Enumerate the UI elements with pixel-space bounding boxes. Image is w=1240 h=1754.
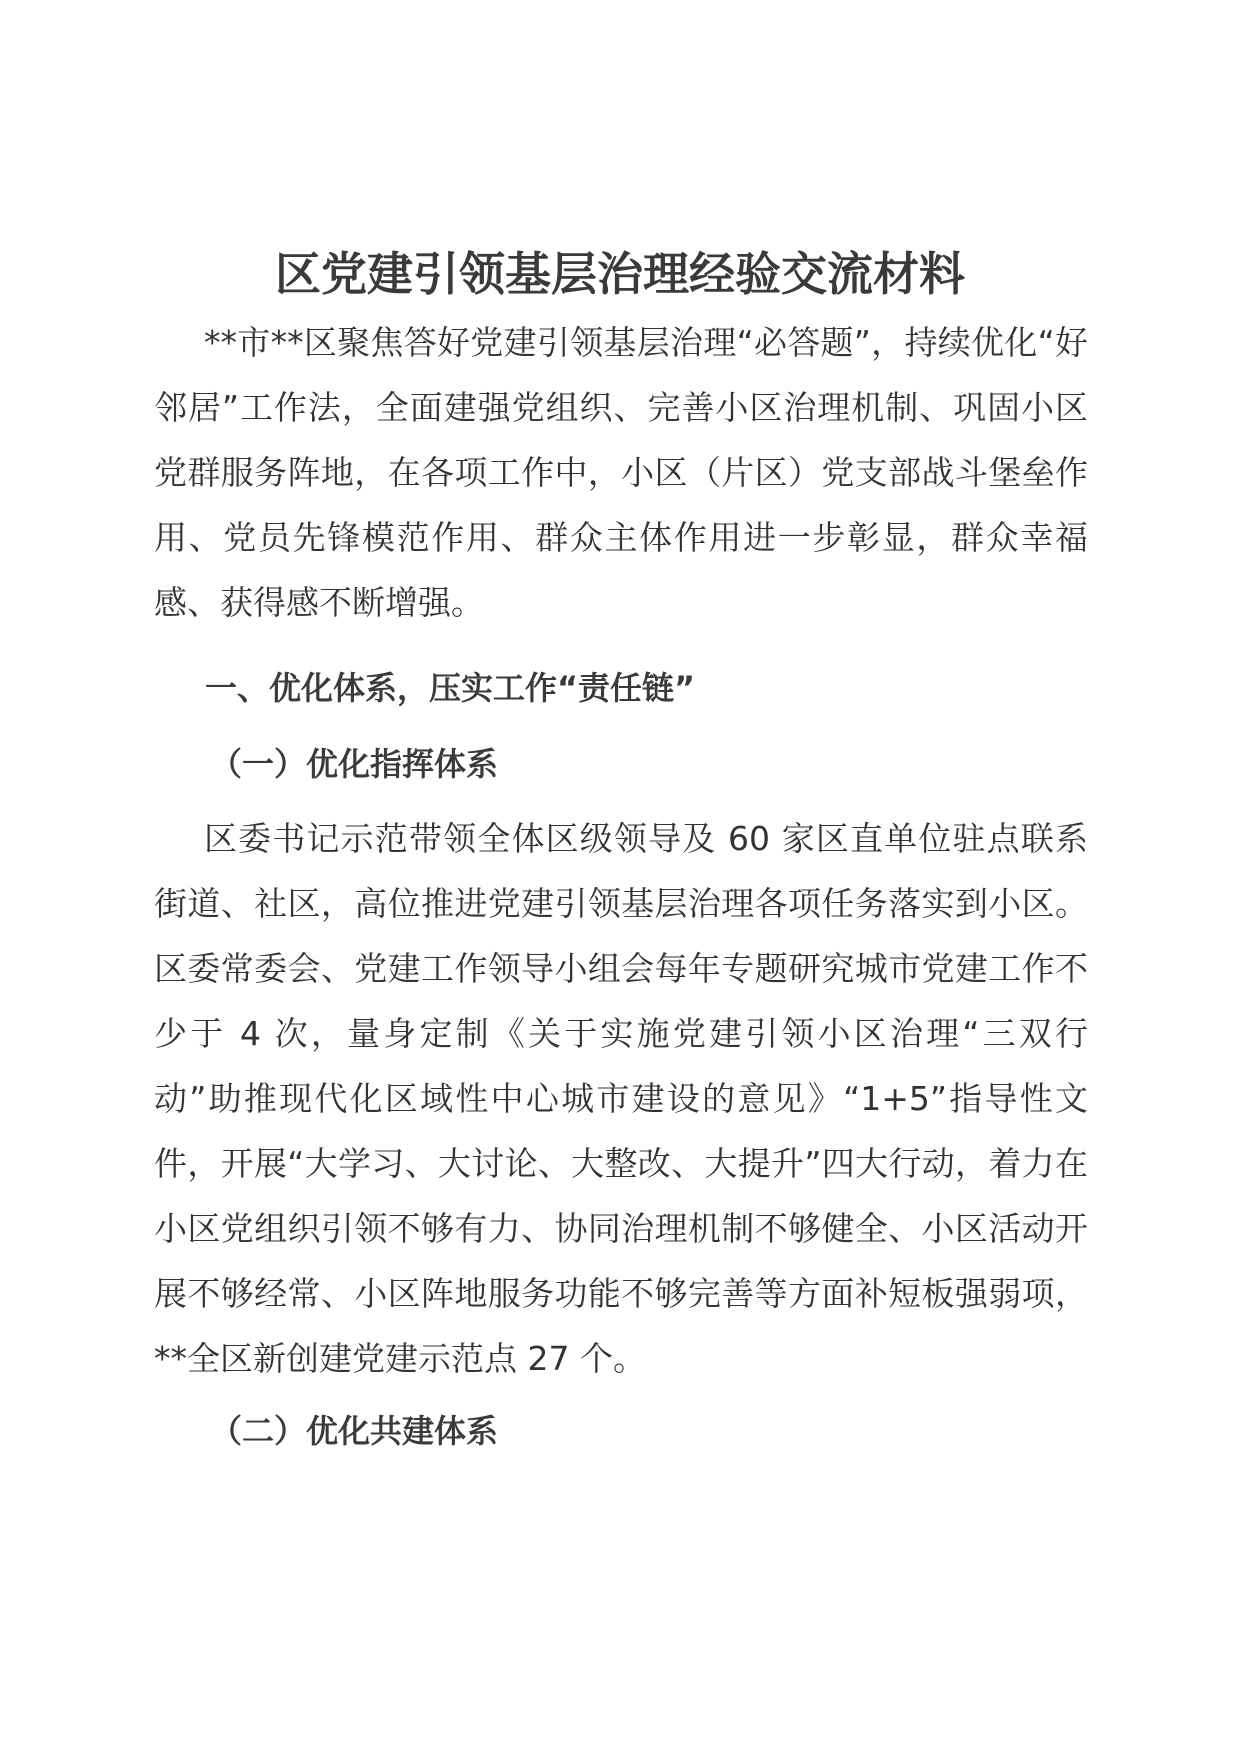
- section-1-heading: 一、优化体系，压实工作“责任链”: [205, 669, 696, 707]
- document-title: 区党建引领基层治理经验交流材料: [275, 247, 965, 301]
- intro-paragraph: **市**区聚焦答好党建引领基层治理“必答题”，持续优化“好邻居”工作法，全面建强党组织、完善小区治理机制、巩固小区党群服务阵地，在各项工作中，小区（片区）党支部战斗堡垒作用、党员先锋模范作用、群众主体作用进一步彰显，群众幸福感、获得感不断增强。: [154, 323, 1088, 622]
- subsection-1-paragraph: 区委书记示范带领全体区级领导及 60 家区直单位驻点联系街道、社区，高位推进党建引领基层治理各项任务落实到小区。区委常委会、党建工作领导小组会每年专题研究城市党建工作不少于 4 次，量身定制《关于实施党建引领小区治理“三双行动”助推现代化区域性中心城市建设的意见》“1+5”指导性文件，开展“大学习、大讨论、大整改、大提升”四大行动，着力在小区党组织引领不够有力、协同治理机制不够健全、小区活动开展不够经常、小区阵地服务功能不够完善等方面补短板强弱项，**全区新创建党建示范点 27 个。: [154, 819, 1088, 1378]
- subsection-1-heading: （一）优化指挥体系: [210, 745, 499, 783]
- subsection-2-heading: （二）优化共建体系: [210, 1412, 499, 1450]
